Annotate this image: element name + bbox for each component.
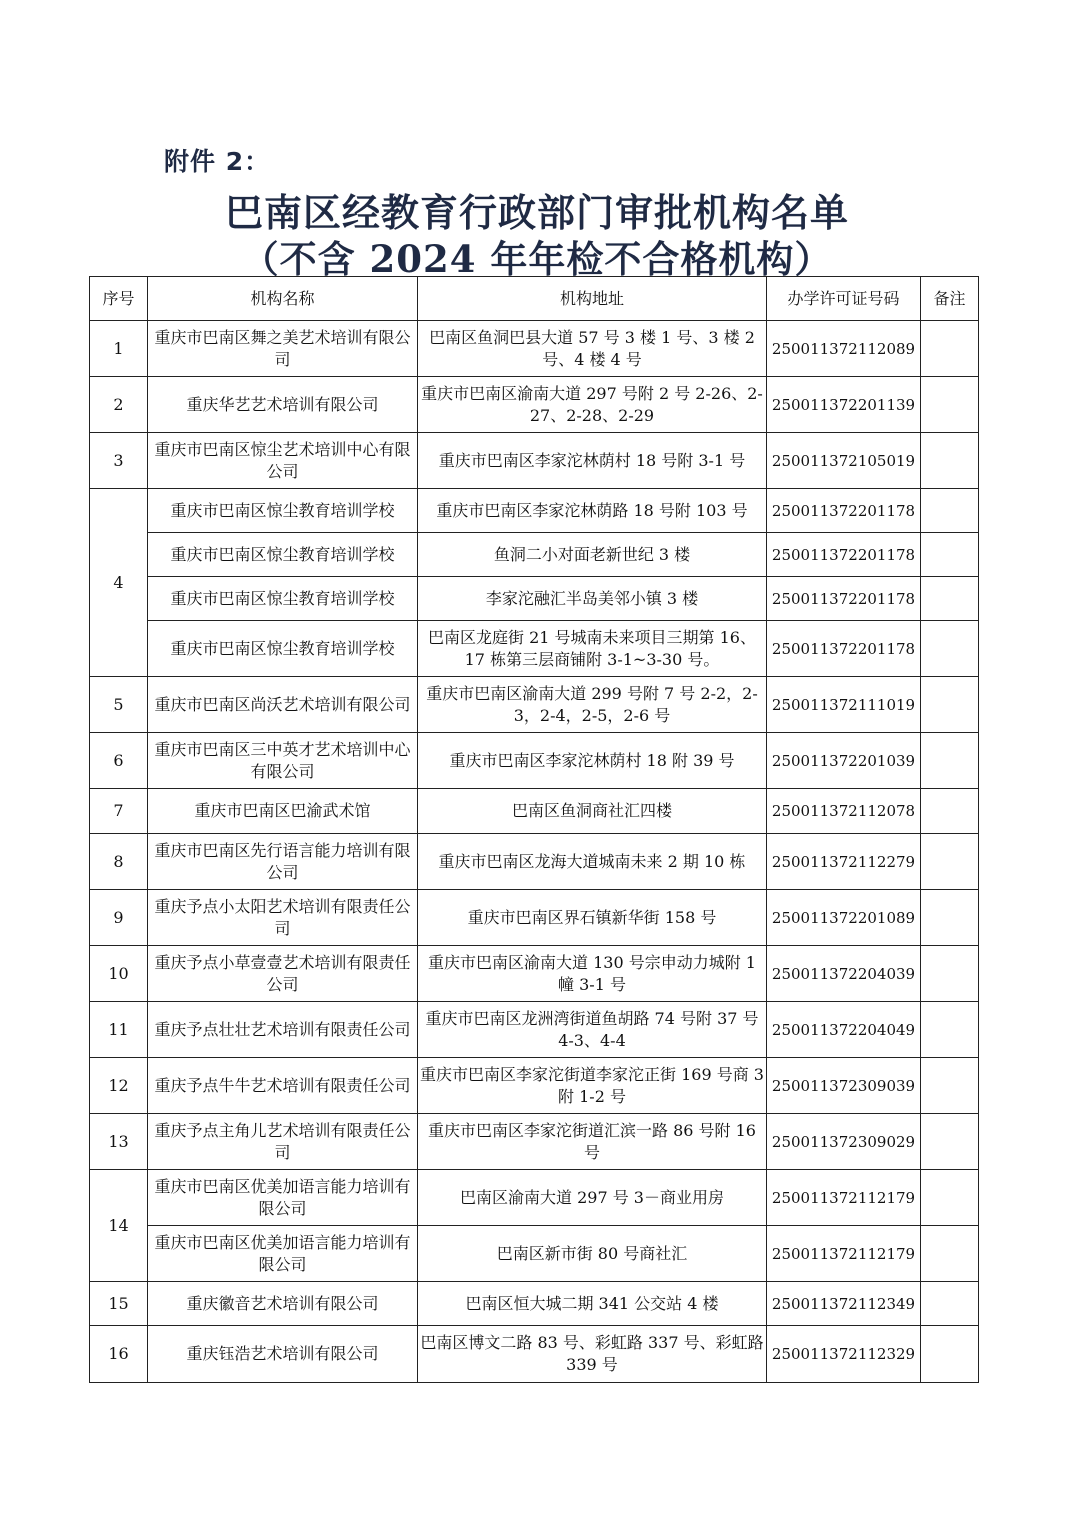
cell-license: 250011372111019 bbox=[767, 677, 921, 733]
cell-name: 重庆予点壮壮艺术培训有限责任公司 bbox=[148, 1002, 418, 1058]
header-license: 办学许可证号码 bbox=[767, 277, 921, 321]
cell-address: 巴南区恒大城二期 341 公交站 4 楼 bbox=[418, 1282, 767, 1326]
header-address: 机构地址 bbox=[418, 277, 767, 321]
cell-license: 250011372201139 bbox=[767, 377, 921, 433]
cell-note bbox=[921, 946, 979, 1002]
cell-license: 250011372112179 bbox=[767, 1170, 921, 1226]
cell-address: 巴南区鱼洞巴县大道 57 号 3 楼 1 号、3 楼 2 号、4 楼 4 号 bbox=[418, 321, 767, 377]
institution-table bbox=[89, 276, 979, 1383]
cell-note bbox=[921, 577, 979, 621]
header-note: 备注 bbox=[921, 277, 979, 321]
cell-note bbox=[921, 1226, 979, 1282]
cell-name: 重庆市巴南区优美加语言能力培训有限公司 bbox=[148, 1226, 418, 1282]
cell-address: 重庆市巴南区界石镇新华街 158 号 bbox=[418, 890, 767, 946]
cell-index: 16 bbox=[90, 1326, 148, 1383]
table-row bbox=[90, 577, 979, 621]
cell-name: 重庆市巴南区优美加语言能力培训有限公司 bbox=[148, 1170, 418, 1226]
cell-name: 重庆市巴南区先行语言能力培训有限公司 bbox=[148, 834, 418, 890]
cell-index: 5 bbox=[90, 677, 148, 733]
table-row bbox=[90, 733, 979, 789]
cell-license: 250011372112329 bbox=[767, 1326, 921, 1383]
cell-name: 重庆市巴南区惊尘教育培训学校 bbox=[148, 533, 418, 577]
cell-name: 重庆市巴南区惊尘教育培训学校 bbox=[148, 489, 418, 533]
cell-note bbox=[921, 789, 979, 834]
cell-name: 重庆予点小太阳艺术培训有限责任公司 bbox=[148, 890, 418, 946]
cell-index: 2 bbox=[90, 377, 148, 433]
attachment-label: 附件 2： bbox=[164, 147, 271, 176]
table-row bbox=[90, 946, 979, 1002]
cell-name: 重庆予点主角儿艺术培训有限责任公司 bbox=[148, 1114, 418, 1170]
cell-address: 巴南区鱼洞商社汇四楼 bbox=[418, 789, 767, 834]
cell-note bbox=[921, 533, 979, 577]
cell-name: 重庆市巴南区惊尘艺术培训中心有限公司 bbox=[148, 433, 418, 489]
cell-index: 15 bbox=[90, 1282, 148, 1326]
cell-license: 250011372204039 bbox=[767, 946, 921, 1002]
table-row bbox=[90, 433, 979, 489]
table-row bbox=[90, 1326, 979, 1383]
cell-note bbox=[921, 1326, 979, 1383]
cell-name: 重庆市巴南区三中英才艺术培训中心有限公司 bbox=[148, 733, 418, 789]
table-row bbox=[90, 1002, 979, 1058]
table-row bbox=[90, 789, 979, 834]
cell-address: 重庆市巴南区李家沱林荫村 18 附 39 号 bbox=[418, 733, 767, 789]
cell-name: 重庆市巴南区惊尘教育培训学校 bbox=[148, 577, 418, 621]
table-header-row bbox=[90, 277, 979, 321]
cell-name: 重庆华艺艺术培训有限公司 bbox=[148, 377, 418, 433]
cell-note bbox=[921, 733, 979, 789]
cell-license: 250011372112078 bbox=[767, 789, 921, 834]
table-row bbox=[90, 1058, 979, 1114]
cell-note bbox=[921, 1058, 979, 1114]
cell-index: 4 bbox=[90, 489, 148, 677]
cell-license: 250011372201178 bbox=[767, 489, 921, 533]
cell-license: 250011372201178 bbox=[767, 533, 921, 577]
cell-note bbox=[921, 489, 979, 533]
table-row bbox=[90, 677, 979, 733]
cell-note bbox=[921, 621, 979, 677]
cell-license: 250011372201089 bbox=[767, 890, 921, 946]
cell-license: 250011372201178 bbox=[767, 621, 921, 677]
header-name: 机构名称 bbox=[148, 277, 418, 321]
cell-index: 1 bbox=[90, 321, 148, 377]
cell-address: 李家沱融汇半岛美邻小镇 3 楼 bbox=[418, 577, 767, 621]
cell-note bbox=[921, 433, 979, 489]
cell-license: 250011372204049 bbox=[767, 1002, 921, 1058]
cell-address: 巴南区新市街 80 号商社汇 bbox=[418, 1226, 767, 1282]
cell-address: 重庆市巴南区渝南大道 299 号附 7 号 2-2，2-3，2-4，2-5，2-6 号 bbox=[418, 677, 767, 733]
table-row bbox=[90, 533, 979, 577]
cell-note bbox=[921, 377, 979, 433]
cell-name: 重庆市巴南区巴渝武术馆 bbox=[148, 789, 418, 834]
cell-license: 250011372112089 bbox=[767, 321, 921, 377]
cell-index: 10 bbox=[90, 946, 148, 1002]
cell-address: 巴南区博文二路 83 号、彩虹路 337 号、彩虹路 339 号 bbox=[418, 1326, 767, 1383]
table-row bbox=[90, 1226, 979, 1282]
cell-license: 250011372105019 bbox=[767, 433, 921, 489]
cell-index: 7 bbox=[90, 789, 148, 834]
cell-license: 250011372309039 bbox=[767, 1058, 921, 1114]
table-row bbox=[90, 1170, 979, 1226]
cell-license: 250011372201178 bbox=[767, 577, 921, 621]
table-row bbox=[90, 321, 979, 377]
cell-index: 13 bbox=[90, 1114, 148, 1170]
cell-address: 重庆市巴南区龙洲湾街道鱼胡路 74 号附 37 号 4-3、4-4 bbox=[418, 1002, 767, 1058]
cell-index: 11 bbox=[90, 1002, 148, 1058]
cell-name: 重庆予点牛牛艺术培训有限责任公司 bbox=[148, 1058, 418, 1114]
cell-name: 重庆市巴南区惊尘教育培训学校 bbox=[148, 621, 418, 677]
cell-license: 250011372112279 bbox=[767, 834, 921, 890]
cell-name: 重庆予点小草壹壹艺术培训有限责任公司 bbox=[148, 946, 418, 1002]
cell-index: 3 bbox=[90, 433, 148, 489]
cell-license: 250011372309029 bbox=[767, 1114, 921, 1170]
cell-index: 9 bbox=[90, 890, 148, 946]
table-row bbox=[90, 834, 979, 890]
cell-address: 重庆市巴南区龙海大道城南未来 2 期 10 栋 bbox=[418, 834, 767, 890]
cell-address: 重庆市巴南区李家沱林荫村 18 号附 3-1 号 bbox=[418, 433, 767, 489]
cell-index: 14 bbox=[90, 1170, 148, 1282]
cell-address: 巴南区龙庭街 21 号城南未来项目三期第 16、17 栋第三层商铺附 3-1~3-30 号。 bbox=[418, 621, 767, 677]
cell-name: 重庆市巴南区尚沃艺术培训有限公司 bbox=[148, 677, 418, 733]
cell-address: 重庆市巴南区李家沱林荫路 18 号附 103 号 bbox=[418, 489, 767, 533]
cell-address: 重庆市巴南区李家沱街道汇滨一路 86 号附 16 号 bbox=[418, 1114, 767, 1170]
cell-index: 6 bbox=[90, 733, 148, 789]
cell-name: 重庆钰浩艺术培训有限公司 bbox=[148, 1326, 418, 1383]
cell-license: 250011372201039 bbox=[767, 733, 921, 789]
cell-note bbox=[921, 1282, 979, 1326]
header-index: 序号 bbox=[90, 277, 148, 321]
table-row bbox=[90, 1282, 979, 1326]
cell-name: 重庆徽音艺术培训有限公司 bbox=[148, 1282, 418, 1326]
cell-index: 8 bbox=[90, 834, 148, 890]
cell-index: 12 bbox=[90, 1058, 148, 1114]
table-row bbox=[90, 377, 979, 433]
page-title: 巴南区经教育行政部门审批机构名单 bbox=[224, 190, 849, 235]
page-subtitle: （不含 2024 年年检不合格机构） bbox=[241, 237, 833, 281]
cell-address: 重庆市巴南区李家沱街道李家沱正街 169 号商 3 附 1-2 号 bbox=[418, 1058, 767, 1114]
cell-note bbox=[921, 890, 979, 946]
table-row bbox=[90, 890, 979, 946]
table-row bbox=[90, 489, 979, 533]
cell-license: 250011372112179 bbox=[767, 1226, 921, 1282]
table-row bbox=[90, 621, 979, 677]
cell-note bbox=[921, 677, 979, 733]
cell-address: 重庆市巴南区渝南大道 297 号附 2 号 2-26、2-27、2-28、2-29 bbox=[418, 377, 767, 433]
cell-note bbox=[921, 1114, 979, 1170]
cell-note bbox=[921, 1170, 979, 1226]
cell-note bbox=[921, 834, 979, 890]
cell-name: 重庆市巴南区舞之美艺术培训有限公司 bbox=[148, 321, 418, 377]
cell-note bbox=[921, 321, 979, 377]
cell-address: 重庆市巴南区渝南大道 130 号宗申动力城附 1 幢 3-1 号 bbox=[418, 946, 767, 1002]
cell-note bbox=[921, 1002, 979, 1058]
table-row bbox=[90, 1114, 979, 1170]
cell-address: 鱼洞二小对面老新世纪 3 楼 bbox=[418, 533, 767, 577]
cell-license: 250011372112349 bbox=[767, 1282, 921, 1326]
cell-address: 巴南区渝南大道 297 号 3－商业用房 bbox=[418, 1170, 767, 1226]
